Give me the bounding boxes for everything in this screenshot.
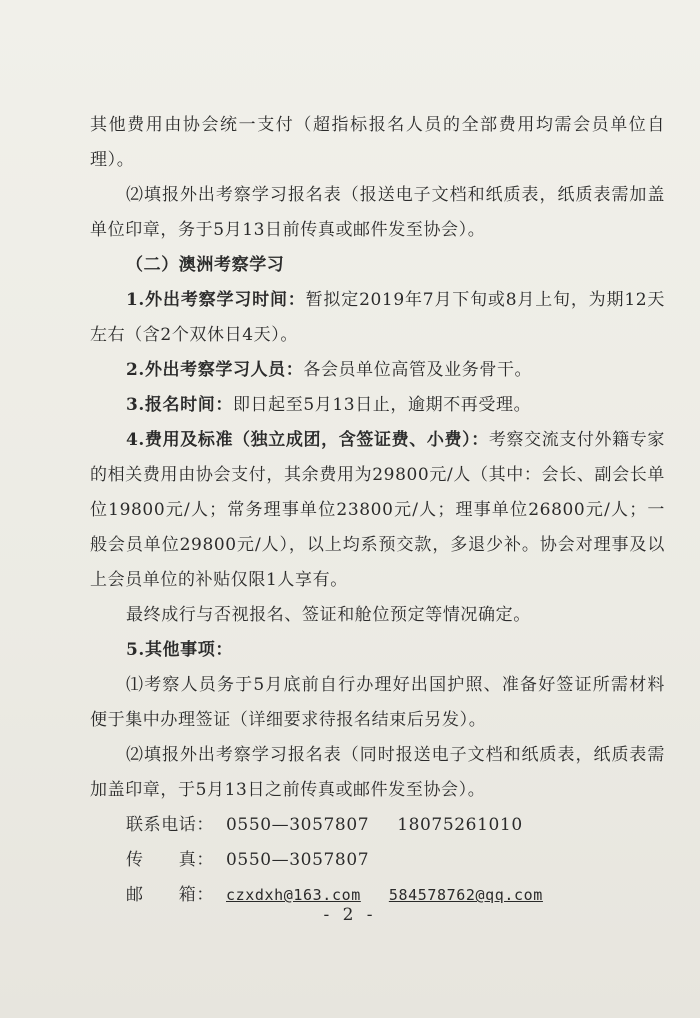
item-registration-time-text: 即日起至5月13日止，逾期不再受理。: [232, 395, 532, 415]
contact-email-1[interactable]: czxdxh@163.com: [226, 886, 361, 904]
paragraph-registration-form-2: ⑵填报外出考察学习报名表（同时报送电子文档和纸质表，纸质表需加盖印章，于5月13日之前传真或邮件发至协会）。: [90, 745, 665, 800]
contact-fax-label: 传 真：: [126, 850, 214, 870]
item-time: [90, 283, 665, 353]
contact-phone-row: [126, 808, 665, 843]
item-registration-time-label: 3.报名时间：: [126, 395, 233, 415]
item-fees: [90, 423, 665, 598]
item-time-text: 暂拟定2019年7月下旬或8月上旬，为期12天左右（含2个双休日4天）。: [90, 290, 665, 345]
contact-email-label: 邮 箱：: [126, 885, 214, 905]
item-other-heading: 5.其他事项：: [126, 640, 233, 660]
item-fees-label: 4.费用及标准（独立成团，含签证费、小费）：: [126, 430, 489, 450]
item-participants-text: 各会员单位高管及业务骨干。: [303, 360, 533, 380]
item-participants: [90, 353, 665, 388]
document-body: [90, 108, 665, 913]
item-time-label: 1.外出考察学习时间：: [126, 290, 306, 310]
contact-phone-1: 0550—3057807: [226, 815, 370, 835]
section-heading-australia: （二）澳洲考察学习: [126, 255, 285, 275]
contact-phone-2: 18075261010: [397, 815, 523, 835]
item-registration-time: [90, 388, 665, 423]
item-participants-label: 2.外出考察学习人员：: [126, 360, 304, 380]
paragraph-cost-note: 其他费用由协会统一支付（超指标报名人员的全部费用均需会员单位自理）。: [90, 115, 665, 170]
item-fees-text: 考察交流支付外籍专家的相关费用由协会支付，其余费用为29800元/人（其中：会长、副会长单位19800元/人；常务理事单位23800元/人；理事单位26800元/人；一般会员单位29800元/人），以上均系预交款，多退少补。协会对理事及以上会员单位的补贴仅限1人享有。: [90, 430, 666, 590]
contact-fax-row: [126, 843, 665, 878]
contact-phone-label: 联系电话：: [126, 815, 214, 835]
paragraph-passport-visa: ⑴考察人员务于5月底前自行办理好出国护照、准备好签证所需材料便于集中办理签证（详细要求待报名结束后另发）。: [90, 675, 665, 730]
contact-email-2[interactable]: 584578762@qq.com: [388, 886, 543, 904]
page-number: - 2 -: [323, 905, 377, 925]
paragraph-registration-form: ⑵填报外出考察学习报名表（报送电子文档和纸质表，纸质表需加盖单位印章，务于5月13日前传真或邮件发至协会）。: [90, 185, 665, 240]
paragraph-final-confirmation: 最终成行与否视报名、签证和舱位预定等情况确定。: [126, 605, 531, 625]
contact-fax: 0550—3057807: [226, 850, 370, 870]
